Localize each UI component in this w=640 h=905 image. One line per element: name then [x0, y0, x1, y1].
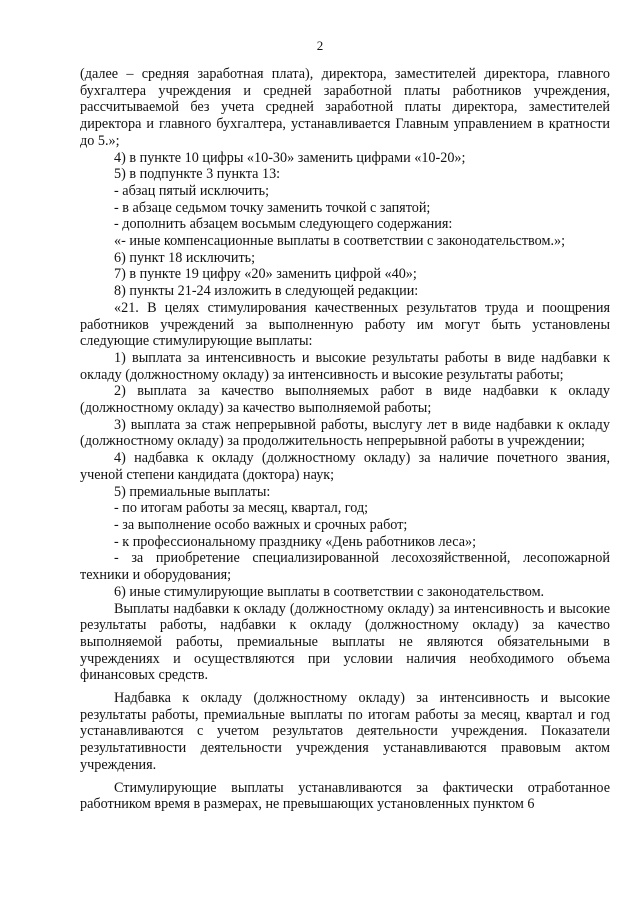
- document-body: [80, 66, 610, 813]
- paragraph: 7) в пункте 19 цифру «20» заменить цифрой «40»;: [114, 266, 417, 283]
- paragraph: 3) выплата за стаж непрерывной работы, выслугу лет в виде надбавки к окладу (должностному окладу) за продолжительность непрерывной работы в учреждении;: [80, 416, 610, 450]
- paragraph: - к профессиональному празднику «День работников леса»;: [114, 533, 477, 550]
- paragraph: - за выполнение особо важных и срочных работ;: [114, 516, 408, 533]
- paragraph: 2) выплата за качество выполняемых работ в виде надбавки к окладу (должностному окладу) за качество выполняемой работы;: [80, 383, 610, 417]
- paragraph: 6) пункт 18 исключить;: [114, 249, 256, 266]
- paragraph: 1) выплата за интенсивность и высокие результаты работы в виде надбавки к окладу (должностному окладу) за интенсивность и высокие результаты работы;: [80, 349, 610, 383]
- page-number: 2: [316, 38, 324, 53]
- paragraph: (далее – средняя заработная плата), директора, заместителей директора, главного бухгалтера учреждения и средней заработной платы работников учреждения, рассчитываемой без учета средней заработной платы директора, заместителей директора и главного бухгалтера, устанавливается Главным управлением в кратности до 5.»;: [80, 66, 610, 149]
- paragraph: 4) в пункте 10 цифры «10-30» заменить цифрами «10-20»;: [114, 149, 466, 166]
- paragraph: 8) пункты 21-24 изложить в следующей редакции:: [114, 283, 419, 300]
- paragraph: - абзац пятый исключить;: [114, 182, 270, 199]
- paragraph: 4) надбавка к окладу (должностному окладу) за наличие почетного звания, ученой степени кандидата (доктора) наук;: [80, 450, 610, 483]
- paragraph: 5) в подпункте 3 пункта 13:: [114, 166, 281, 183]
- paragraph: Выплаты надбавки к окладу (должностному окладу) за интенсивность и высокие результаты работы, надбавки к окладу (должностному окладу) за качество выполняемой работы, премиальные выплаты не являются обязательными в учреждениях и осуществляются при условии наличия необходимого объема финансовых средств.: [80, 600, 610, 684]
- paragraph: 6) иные стимулирующие выплаты в соответствии с законодательством.: [114, 583, 545, 600]
- paragraph: - в абзаце седьмом точку заменить точкой с запятой;: [114, 199, 431, 216]
- paragraph: «- иные компенсационные выплаты в соответствии с законодательством.»;: [114, 233, 566, 250]
- paragraph: - по итогам работы за месяц, квартал, год;: [114, 500, 369, 517]
- paragraph: - за приобретение специализированной лесохозяйственной, лесопожарной техники и оборудования;: [80, 550, 610, 584]
- paragraph: 5) премиальные выплаты:: [114, 483, 271, 500]
- paragraph: - дополнить абзацем восьмым следующего содержания:: [114, 216, 453, 233]
- paragraph: «21. В целях стимулирования качественных результатов труда и поощрения работников учреждений за выполненную работу им могут быть установлены следующие стимулирующие выплаты:: [80, 299, 610, 350]
- paragraph: Надбавка к окладу (должностному окладу) за интенсивность и высокие результаты работы, премиальные выплаты по итогам работы за месяц, квартал и год устанавливаются с учетом результатов деятельности учреждения. Показатели результативности деятельности учреждения устанавливаются правовым актом учреждения.: [80, 690, 610, 773]
- paragraph: Стимулирующие выплаты устанавливаются за фактически отработанное работником время в размерах, не превышающих установленных пунктом 6: [80, 779, 610, 813]
